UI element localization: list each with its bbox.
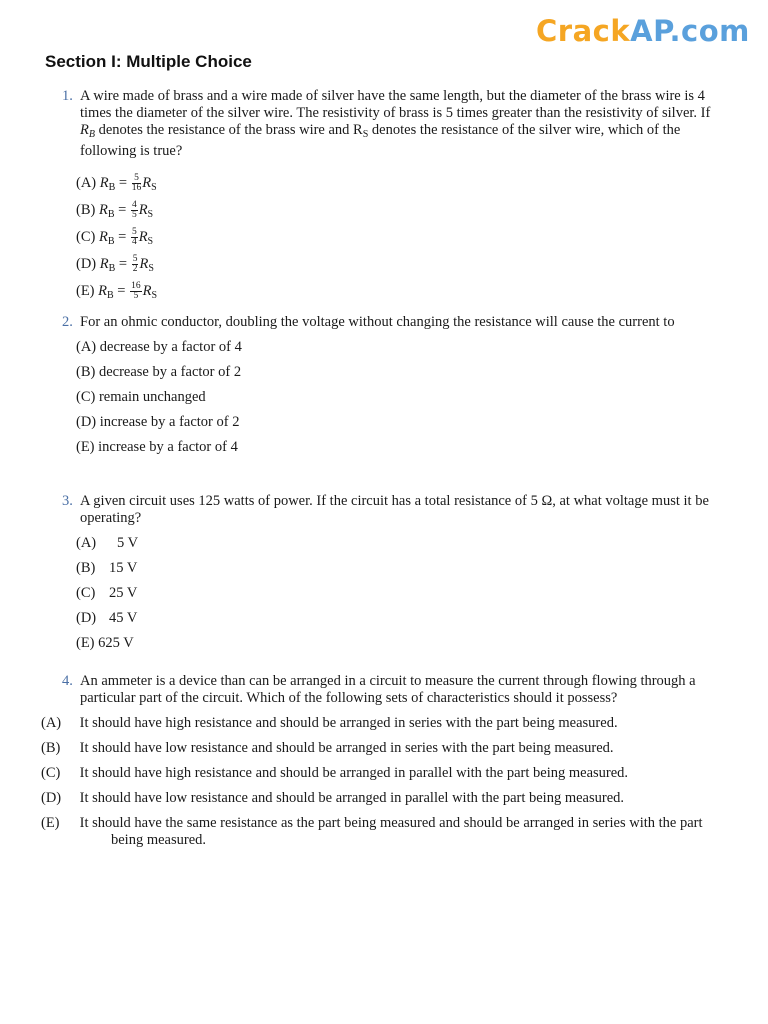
denominator: 4	[131, 237, 137, 248]
option-label: (B)	[76, 560, 96, 576]
crackap-logo	[536, 14, 750, 48]
option-label: (B)	[76, 364, 96, 380]
option-d[interactable]	[76, 414, 722, 431]
question-text: A given circuit uses 125 watts of power. If the circuit has a total resistance of 5 Ω, at what voltage must it be operating?	[80, 493, 709, 526]
option-c[interactable]	[76, 389, 722, 406]
logo-part2: AP.com	[630, 14, 750, 48]
option-e[interactable]	[76, 439, 722, 456]
option-label: (C)	[76, 389, 96, 405]
option-e[interactable]	[76, 635, 722, 652]
answer-options	[76, 339, 722, 456]
denominator: 2	[132, 264, 138, 275]
option-label: (D)	[76, 256, 97, 272]
option-text: 25 V	[109, 585, 138, 601]
fraction	[130, 282, 142, 301]
question-number: 3.	[62, 493, 73, 509]
option-text: increase by a factor of 2	[99, 414, 240, 430]
option-text: 5 V	[117, 535, 139, 551]
option-label: (A)	[76, 175, 97, 191]
option-c[interactable]: (C) $R_B$ = $\frac{5}{4}$ $R_S$	[76, 227, 154, 248]
option-label: (A)	[76, 535, 97, 551]
option-b[interactable]	[76, 364, 722, 381]
answer-options	[76, 535, 722, 652]
logo-part1: Crack	[536, 14, 631, 48]
question-text: An ammeter is a device than can be arranged in a circuit to measure the current through flowing through a particular part of the circuit. Which of the following sets of characteristics should it possess?	[80, 673, 696, 706]
fraction	[132, 174, 142, 193]
section-title: Section I: Multiple Choice	[45, 52, 252, 71]
option-text: 15 V	[109, 560, 138, 576]
option-a[interactable]	[76, 535, 722, 552]
question-number: 1.	[62, 88, 73, 104]
option-b[interactable]: (B) $R_B$ = $\frac{4}{5}$ $R_S$	[76, 200, 154, 221]
denominator: 16	[131, 183, 142, 194]
option-d[interactable]: (D) It should have low resistance and should be arranged in parallel with the part being measured.	[41, 790, 625, 806]
option-text: remain unchanged	[98, 389, 206, 405]
option-text: It should have the same resistance as the part being measured and should be arranged in series with the part being measured.	[79, 815, 703, 848]
option-label: (E)	[76, 439, 95, 455]
option-a[interactable]: (A) $R_B$ = $\frac{5}{16}$ $R_S$	[76, 173, 157, 194]
question-3	[62, 493, 722, 652]
numerator: 4	[131, 200, 137, 211]
option-e[interactable]: (E) $R_B$ = $\frac{16}{5}$ $R_S$	[76, 281, 158, 302]
option-a[interactable]: (A) It should have high resistance and should be arranged in series with the part being measured.	[41, 715, 618, 731]
option-label: (B)	[76, 202, 96, 218]
question-4	[41, 673, 722, 849]
option-b[interactable]	[76, 560, 722, 577]
numerator: 5	[132, 174, 142, 184]
option-text: 45 V	[109, 610, 138, 626]
option-text: decrease by a factor of 2	[98, 364, 242, 380]
answer-options	[41, 715, 722, 849]
option-label: (C)	[76, 229, 96, 245]
question-2	[62, 314, 722, 456]
question-1	[62, 88, 722, 301]
option-label: (C)	[76, 585, 96, 601]
option-d[interactable]: (D) $R_B$ = $\frac{5}{2}$ $R_S$	[76, 254, 154, 275]
question-number: 4.	[62, 673, 73, 689]
option-label: (D)	[76, 610, 97, 626]
numerator: 16	[131, 281, 141, 292]
option-text: It should have low resistance and should be arranged in series with the part being measured.	[79, 740, 614, 756]
option-text: decrease by a factor of 4	[99, 339, 242, 355]
option-b[interactable]: (B) It should have low resistance and should be arranged in series with the part being measured.	[41, 740, 614, 756]
option-d[interactable]	[76, 610, 722, 627]
denominator: 5	[133, 291, 139, 302]
option-text: increase by a factor of 4	[98, 439, 238, 455]
option-text: It should have high resistance and should be arranged in series with the part being measured.	[79, 715, 618, 731]
denominator: 5	[131, 210, 137, 221]
fraction	[131, 201, 138, 220]
question-text: A wire made of brass and a wire made of silver have the same length, but the diameter of the brass wire is 4 times the diameter of the silver wire. The resistivity of brass is 5 times greater than the resistivity of silver. If $R_B$ denotes the resistance of the brass wire and $R_S$ denotes the resistance of the silver wire, which of the following is true?	[80, 88, 711, 159]
option-text: 625 V	[98, 635, 134, 651]
question-text: For an ohmic conductor, doubling the voltage without changing the resistance will cause the current to	[80, 314, 675, 330]
option-label: (D)	[76, 414, 97, 430]
option-label: (A)	[76, 339, 97, 355]
option-text: It should have low resistance and should be arranged in parallel with the part being measured.	[79, 790, 625, 806]
answer-options	[76, 174, 722, 301]
fraction	[131, 228, 138, 247]
numerator: 5	[132, 254, 138, 265]
option-label: (E)	[76, 283, 95, 299]
question-number: 2.	[62, 314, 73, 330]
option-c[interactable]: (C) It should have high resistance and should be arranged in parallel with the part being measured.	[41, 765, 629, 781]
option-c[interactable]	[76, 585, 722, 602]
option-label: (E)	[76, 635, 95, 651]
numerator: 5	[131, 227, 137, 238]
fraction	[132, 255, 139, 274]
option-text: It should have high resistance and should be arranged in parallel with the part being measured.	[79, 765, 629, 781]
option-a[interactable]	[76, 339, 722, 356]
option-e[interactable]: (E) It should have the same resistance as the part being measured and should be arranged in series with the part being measured.	[41, 815, 703, 848]
